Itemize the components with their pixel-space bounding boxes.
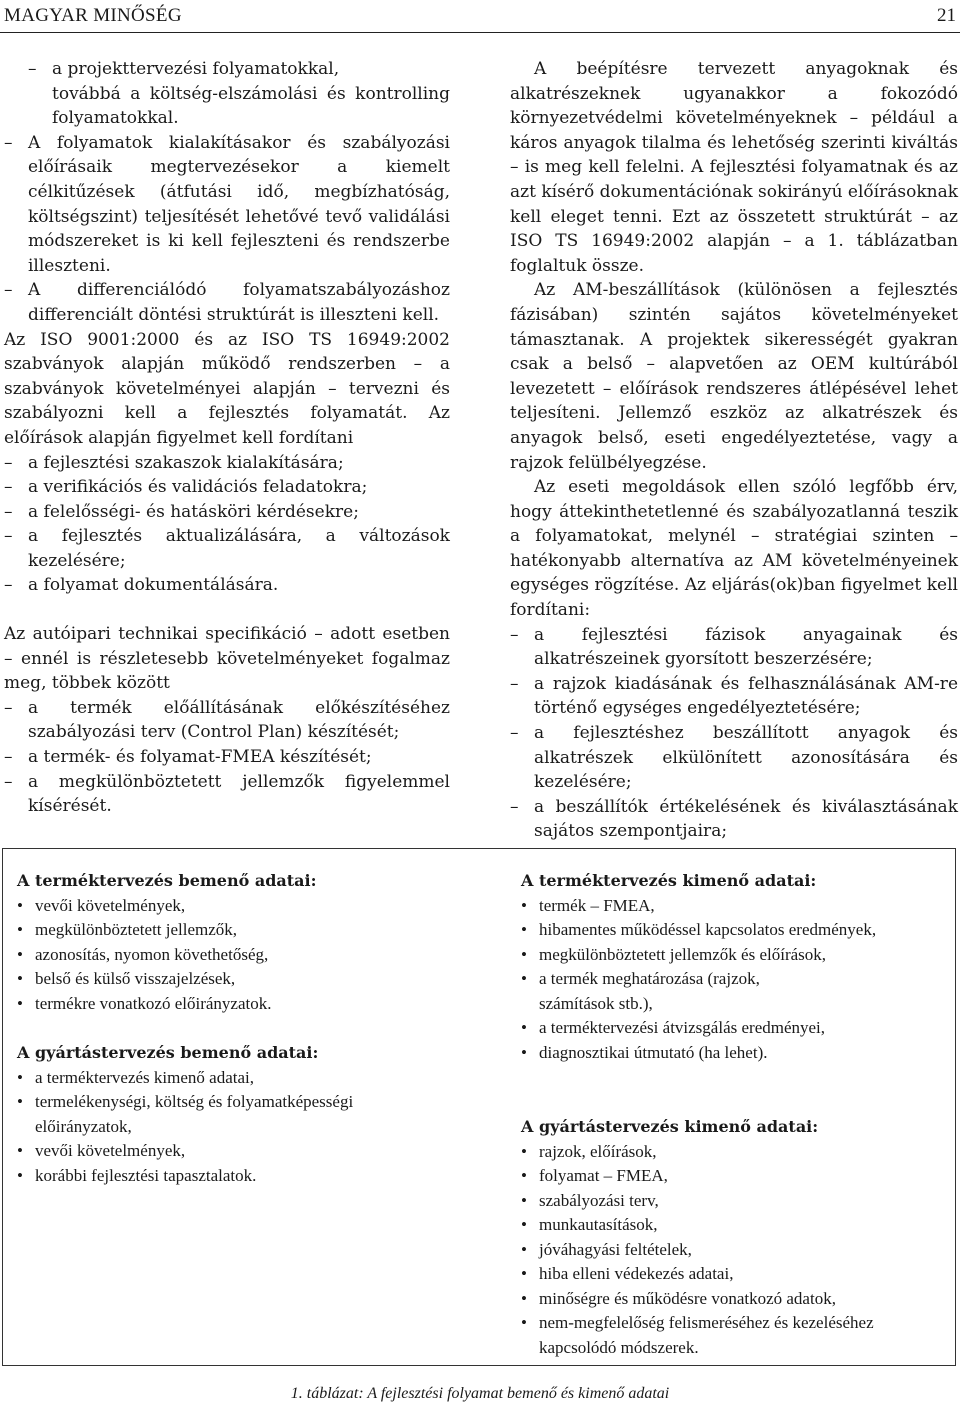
list-item: – a verifikációs és validációs feladatokra; <box>4 475 450 500</box>
paragraph: A beépítésre tervezett anyagoknak és alkatrészeknek ugyanakkor a fokozódó környezetvédelmi követelményeknek – például a káros anyagok tilalma és lehetőség szerinti kiváltás – is meg kell felelni. A fejlesztési folyamatnak és az azt kísérő dokumentációnak sokirányú előírásoknak kell eleget tenni. Ezt az összetett struktúrát – az ISO TS 16949:2002 alapján – a 1. táblázatban foglaltuk össze. <box>510 59 959 276</box>
list-item: • minőségre és működésre vonatkozó adatok, <box>521 1287 941 1312</box>
list-item: – a projekttervezési folyamatokkal, <box>28 57 450 82</box>
table-box <box>2 848 956 1366</box>
list-item: • a terméktervezés kimenő adatai, <box>17 1066 377 1091</box>
manufacturing-input-section <box>17 1041 377 1188</box>
page-number: 21 <box>937 5 956 26</box>
list-item: • a termék meghatározása (rajzok, számítások stb.), <box>521 967 789 1016</box>
list-item: • vevői követelmények, <box>17 1139 377 1164</box>
list-item: • belső és külső visszajelzések, <box>17 967 477 992</box>
table-caption: 1. táblázat: A fejlesztési folyamat bemenő és kimenő adatai <box>290 1385 670 1402</box>
list-item: – a fejlesztési fázisok anyagainak és alkatrészeinek gyorsított beszerzésére; <box>510 623 958 672</box>
list-item: • hibamentes működéssel kapcsolatos eredmények, <box>521 918 899 943</box>
right-column <box>510 57 958 844</box>
list-item: – a rajzok kiadásának és felhasználásának AM-re történő egységes engedélyeztetésére; <box>510 672 958 721</box>
list-item: • szabályozási terv, <box>521 1189 941 1214</box>
list-item: – a termék előállításának előkészítéséhez szabályozási terv (Control Plan) készítését; <box>4 696 450 745</box>
list-item: • a terméktervezési átvizsgálás eredményei, <box>521 1016 941 1041</box>
list-item: • termék – FMEA, <box>521 894 941 919</box>
paragraph: Az AM-beszállítások (különösen a fejlesztés fázisában) szintén sajátos követelményeket támasztanak. A projektek sikerességét gyakran csak a belső – alapvetően az OEM kultúrából levezetett – előírások rendszeres átlépésével lehet teljesíteni. Jellemző eszköz az alkatrészek és anyagok belső, eseti engedélyeztetése, vagy a rajzok felülbélyegzése. <box>510 280 958 473</box>
list-item: • hiba elleni védekezés adatai, <box>521 1262 941 1287</box>
list-item: – a beszállítók értékelésének és kiválasztásának sajátos szempontjaira; <box>510 795 958 844</box>
list-item: – a termék- és folyamat-FMEA készítését; <box>4 745 450 770</box>
paragraph: Az ISO 9001:2000 és az ISO TS 16949:2002 szabványok alapján működő rendszerben – a szabványok követelményei alapján – tervezni és szabályozni kell a fejlesztés folyamatát. Az előírások alapján figyelmet kell fordítani <box>4 329 450 448</box>
left-column <box>4 57 450 819</box>
journal-title: MAGYAR MINŐSÉG <box>4 5 182 26</box>
list-item: továbbá a költség-elszámolási és kontrolling folyamatokkal. <box>52 83 450 129</box>
list-item: • munkautasítások, <box>521 1213 941 1238</box>
section-title: A gyártástervezés bemenő adatai: <box>17 1043 319 1062</box>
list-item: – a folyamat dokumentálására. <box>4 573 450 598</box>
list-item: – a felelősségi- és hatásköri kérdésekre; <box>4 500 450 525</box>
section-title: A terméktervezés kimenő adatai: <box>521 871 817 890</box>
list-item: – a megkülönböztetett jellemzők figyelemmel kísérését. <box>4 770 450 819</box>
list-item: • rajzok, előírások, <box>521 1140 941 1165</box>
product-output-section <box>521 869 941 1065</box>
list-item: • azonosítás, nyomon követhetőség, <box>17 943 477 968</box>
list-item: • korábbi fejlesztési tapasztalatok. <box>17 1164 377 1189</box>
product-input-section <box>17 869 477 1016</box>
manufacturing-output-section <box>521 1115 941 1360</box>
section-title: A gyártástervezés kimenő adatai: <box>521 1117 819 1136</box>
list-item: • megkülönböztetett jellemzők, <box>17 918 477 943</box>
list-item: – A differenciálódó folyamatszabályozáshoz differenciált döntési struktúrát is illeszteni kell. <box>4 278 450 327</box>
paragraph: Az autóipari technikai specifikáció – adott esetben – ennél is részletesebb követelményeket fogalmaz meg, többek között <box>4 624 450 694</box>
section-title: A terméktervezés bemenő adatai: <box>17 871 317 890</box>
list-item: – a fejlesztéshez beszállított anyagok és alkatrészek elkülönített azonosítására és kezelésére; <box>510 721 958 795</box>
list-item: • folyamat – FMEA, <box>521 1164 941 1189</box>
paragraph: Az eseti megoldások ellen szóló legfőbb érv, hogy áttekinthetetlenné és szabályozatlanná teszik a folyamatokat, melynél – stratégiai szinten – hatékonyabb alternatíva az AM követelményeinek egységes rögzítése. Az eljárás(ok)ban figyelmet kell fordítani: <box>510 477 958 621</box>
list-item: • nem-megfelelőség felismeréséhez és kezeléséhez kapcsolódó módszerek. <box>521 1311 889 1360</box>
page-header <box>0 0 960 33</box>
list-item: • jóváhagyási feltételek, <box>521 1238 941 1263</box>
list-item: – A folyamatok kialakításakor és szabályozási előírásaik megtervezésekor a kiemelt célkitűzések (átfutási idő, megbízhatóság, költségszint) teljesítését lehetővé tevő validálási módszereket is ki kell fejleszteni és rendszerbe illeszteni. <box>4 131 450 279</box>
list-item: – a fejlesztés aktualizálására, a változások kezelésére; <box>4 524 450 573</box>
list-item: • termékre vonatkozó előirányzatok. <box>17 992 477 1017</box>
list-item: • diagnosztikai útmutató (ha lehet). <box>521 1041 941 1066</box>
list-item: • vevői követelmények, <box>17 894 477 919</box>
list-item: • termelékenységi, költség és folyamatképességi előirányzatok, <box>17 1090 377 1139</box>
list-item: • megkülönböztetett jellemzők és előírások, <box>521 943 941 968</box>
list-item: – a fejlesztési szakaszok kialakítására; <box>4 451 450 476</box>
